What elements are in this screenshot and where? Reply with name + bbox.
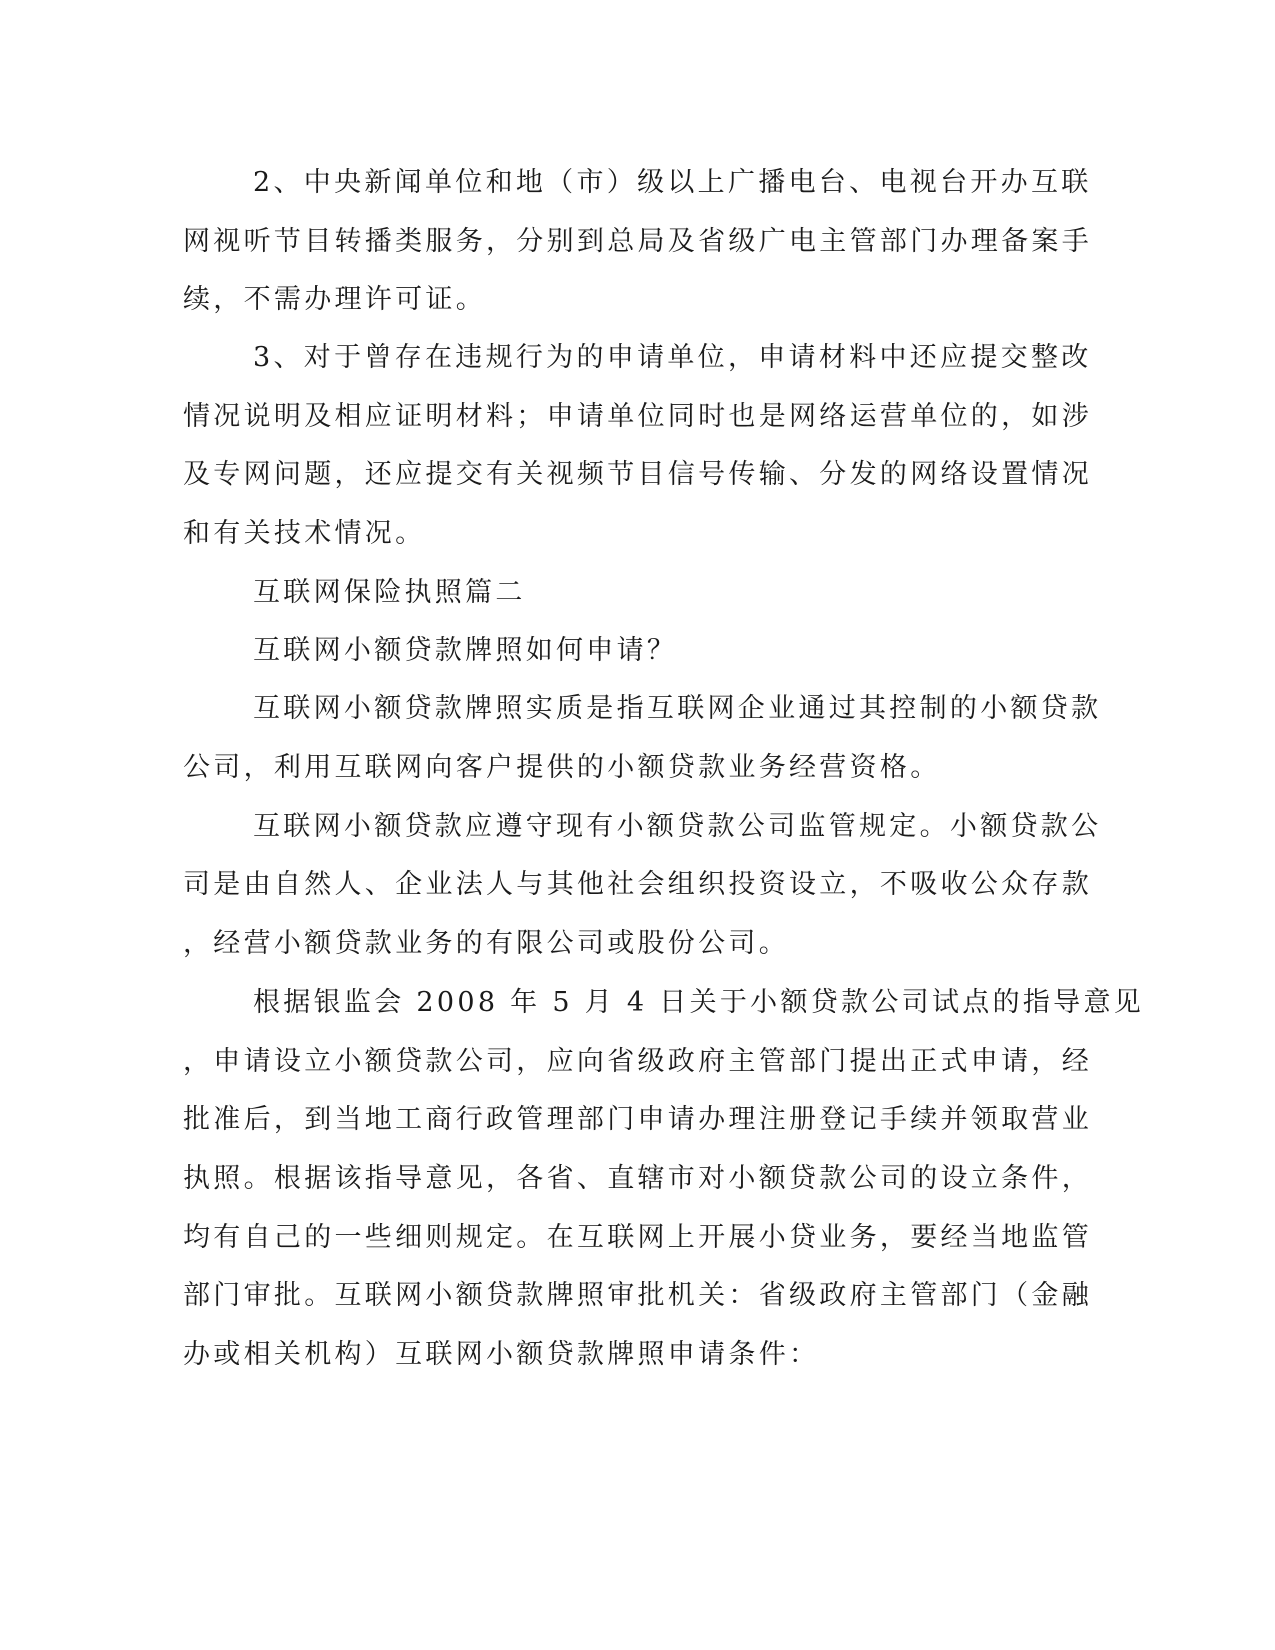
paragraph-line: 互联网小额贷款应遵守现有小额贷款公司监管规定。小额贷款公 bbox=[253, 811, 1102, 842]
paragraph-line: 办或相关机构）互联网小额贷款牌照申请条件： bbox=[183, 1339, 820, 1370]
paragraph-line: 续，不需办理许可证。 bbox=[183, 284, 486, 315]
paragraph-line: 情况说明及相应证明材料；申请单位同时也是网络运营单位的，如涉 bbox=[183, 401, 1092, 432]
paragraph-line: 及专网问题，还应提交有关视频节目信号传输、分发的网络设置情况 bbox=[183, 459, 1092, 490]
paragraph-line: 部门审批。互联网小额贷款牌照审批机关：省级政府主管部门（金融 bbox=[183, 1280, 1092, 1311]
paragraph-line: ，申请设立小额贷款公司，应向省级政府主管部门提出正式申请，经 bbox=[183, 1046, 1092, 1077]
paragraph-line: ，经营小额贷款业务的有限公司或股份公司。 bbox=[183, 928, 789, 959]
paragraph-line: 3、对于曾存在违规行为的申请单位，申请材料中还应提交整改 bbox=[253, 342, 1092, 373]
paragraph-line: 网视听节目转播类服务，分别到总局及省级广电主管部门办理备案手 bbox=[183, 226, 1092, 257]
paragraph-line: 执照。根据该指导意见，各省、直辖市对小额贷款公司的设立条件， bbox=[183, 1163, 1092, 1194]
paragraph-line: 根据银监会 2008 年 5 月 4 日关于小额贷款公司试点的指导意见 bbox=[253, 987, 1145, 1018]
paragraph-line: 均有自己的一些细则规定。在互联网上开展小贷业务，要经当地监管 bbox=[183, 1222, 1092, 1253]
paragraph-line: 2、中央新闻单位和地（市）级以上广播电台、电视台开办互联 bbox=[253, 167, 1092, 198]
paragraph-line: 公司，利用互联网向客户提供的小额贷款业务经营资格。 bbox=[183, 752, 941, 783]
paragraph-line: 和有关技术情况。 bbox=[183, 518, 426, 549]
question-heading: 互联网小额贷款牌照如何申请？ bbox=[253, 635, 678, 666]
paragraph-line: 批准后，到当地工商行政管理部门申请办理注册登记手续并领取营业 bbox=[183, 1104, 1092, 1135]
paragraph-line: 互联网小额贷款牌照实质是指互联网企业通过其控制的小额贷款 bbox=[253, 693, 1102, 724]
section-heading: 互联网保险执照篇二 bbox=[253, 577, 526, 608]
paragraph-line: 司是由自然人、企业法人与其他社会组织投资设立，不吸收公众存款 bbox=[183, 869, 1092, 900]
